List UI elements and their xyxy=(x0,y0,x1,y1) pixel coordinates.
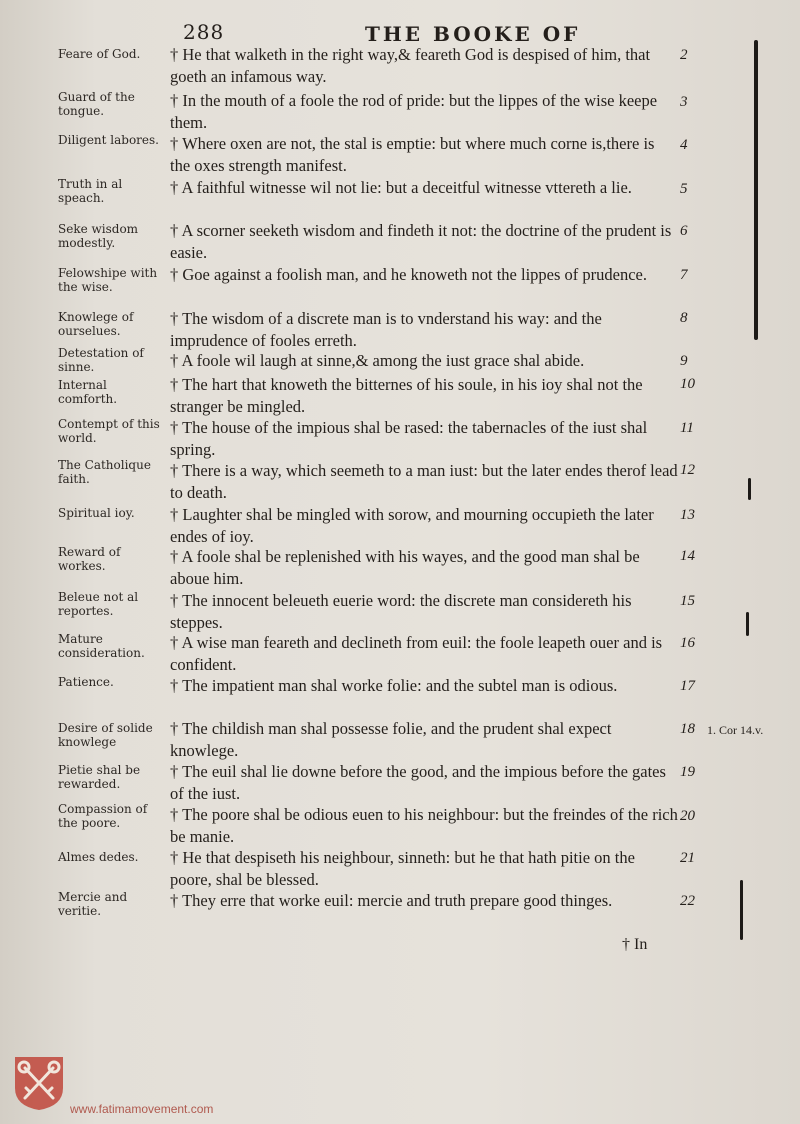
catchword: † In xyxy=(622,936,648,953)
verse-text: † A faithful witnesse wil not lie: but a deceitful witnesse vttereth a lie. xyxy=(170,178,632,197)
verse-text: † A foole wil laugh at sinne,& among the iust grace shal abide. xyxy=(170,351,585,370)
marginal-gloss: Desire of solide knowlege xyxy=(58,721,153,749)
marginal-gloss: Felowshipe with the wise. xyxy=(58,266,158,294)
verse-text: † He that walketh in the right way,& feareth God is despised of him, that goeth an infamous way. xyxy=(170,45,651,86)
verse-number: 6 xyxy=(680,223,688,239)
verse-text: † A foole shal be replenished with his wayes, and the good man shal be aboue him. xyxy=(170,547,640,588)
marginal-gloss: Reward of workes. xyxy=(58,545,121,573)
marginal-gloss: Internal comforth. xyxy=(58,378,118,406)
marginal-gloss: Knowlege of ourselues. xyxy=(58,310,134,338)
marginal-gloss: Diligent labores. xyxy=(58,133,159,147)
marginal-gloss: The Catholique faith. xyxy=(58,458,151,486)
page-number: 288 xyxy=(183,20,225,44)
verse-text: † The poore shal be odious euen to his neighbour: but the freindes of the rich be manie. xyxy=(170,805,678,846)
verse-number: 7 xyxy=(680,267,688,283)
verse-number: 15 xyxy=(680,593,695,609)
verse-number: 21 xyxy=(680,850,695,866)
margin-rule xyxy=(748,478,751,500)
verse-text: † The hart that knoweth the bitternes of his soule, in his ioy shal not the stranger be mingled. xyxy=(170,375,643,416)
verse-number: 14 xyxy=(680,548,695,564)
verse-text: † Where oxen are not, the stal is emptie: but where much corne is,there is the oxes strength manifest. xyxy=(170,134,655,175)
verse-text: † Laughter shal be mingled with sorow, and mourning occupieth the later endes of ioy. xyxy=(170,505,654,546)
verse-text: † The childish man shal possesse folie, and the prudent shal expect knowlege. xyxy=(170,719,612,760)
verse-text: † There is a way, which seemeth to a man iust: but the later endes therof lead to death. xyxy=(170,461,678,502)
crossed-keys-shield-icon xyxy=(12,1054,66,1112)
verse-number: 2 xyxy=(680,47,688,63)
verse-number: 11 xyxy=(680,420,694,436)
marginal-gloss: Feare of God. xyxy=(58,47,141,61)
margin-rule xyxy=(740,880,743,940)
verse-number: 16 xyxy=(680,635,695,651)
verse-number: 22 xyxy=(680,893,695,909)
verse-text: † The house of the impious shal be rased: the tabernacles of the iust shal spring. xyxy=(170,418,648,459)
marginal-gloss: Mercie and veritie. xyxy=(58,890,128,918)
verse-number: 19 xyxy=(680,764,695,780)
marginal-gloss: Beleue not al reportes. xyxy=(58,590,139,618)
verse-text: † The euil shal lie downe before the good, and the impious before the gates of the iust. xyxy=(170,762,666,803)
marginal-gloss: Guard of the tongue. xyxy=(58,90,135,118)
verse-number: 8 xyxy=(680,310,688,326)
running-title: THE BOOKE OF xyxy=(365,22,581,46)
marginal-gloss: Mature consideration. xyxy=(58,632,145,660)
verse-number: 9 xyxy=(680,353,688,369)
verse-number: 18 xyxy=(680,721,695,737)
verse-number: 12 xyxy=(680,462,695,478)
verse-text: † They erre that worke euil: mercie and truth prepare good thinges. xyxy=(170,891,613,910)
marginal-gloss: Pietie shal be rewarded. xyxy=(58,763,141,791)
verse-text: † A wise man feareth and declineth from euil: the foole leapeth ouer and is confident. xyxy=(170,633,663,674)
verse-number: 20 xyxy=(680,808,695,824)
margin-rule xyxy=(754,40,758,340)
verse-number: 13 xyxy=(680,507,695,523)
marginal-gloss: Detestation of sinne. xyxy=(58,346,144,374)
verse-text: † Goe against a foolish man, and he knoweth not the lippes of prudence. xyxy=(170,265,648,284)
marginal-gloss: Spiritual ioy. xyxy=(58,506,135,520)
marginal-gloss: Truth in al speach. xyxy=(58,177,123,205)
verse-text: † The wisdom of a discrete man is to vnderstand his way: and the imprudence of fooles erreth. xyxy=(170,309,602,350)
marginal-gloss: Almes dedes. xyxy=(58,850,139,864)
verse-text: † A scorner seeketh wisdom and findeth it not: the doctrine of the prudent is easie. xyxy=(170,221,672,262)
verse-number: 5 xyxy=(680,181,688,197)
cross-reference: 1. Cor 14.v. xyxy=(707,723,764,737)
verse-text: † In the mouth of a foole the rod of pride: but the lippes of the wise keepe them. xyxy=(170,91,658,132)
marginal-gloss: Compassion of the poore. xyxy=(58,802,148,830)
footer-url[interactable]: www.fatimamovement.com xyxy=(70,1102,214,1116)
verse-text: † The impatient man shal worke folie: and the subtel man is odious. xyxy=(170,676,618,695)
verse-number: 17 xyxy=(680,678,695,694)
verse-number: 4 xyxy=(680,137,688,153)
marginal-gloss: Patience. xyxy=(58,675,114,689)
verse-text: † He that despiseth his neighbour, sinneth: but he that hath pitie on the poore, shal be blessed. xyxy=(170,848,635,889)
verse-text: † The innocent beleueth euerie word: the discrete man considereth his steppes. xyxy=(170,591,632,632)
verse-number: 10 xyxy=(680,376,695,392)
margin-rule xyxy=(746,612,749,636)
marginal-gloss: Seke wisdom modestly. xyxy=(58,222,139,250)
verse-number: 3 xyxy=(680,94,688,110)
marginal-gloss: Contempt of this world. xyxy=(58,417,160,445)
